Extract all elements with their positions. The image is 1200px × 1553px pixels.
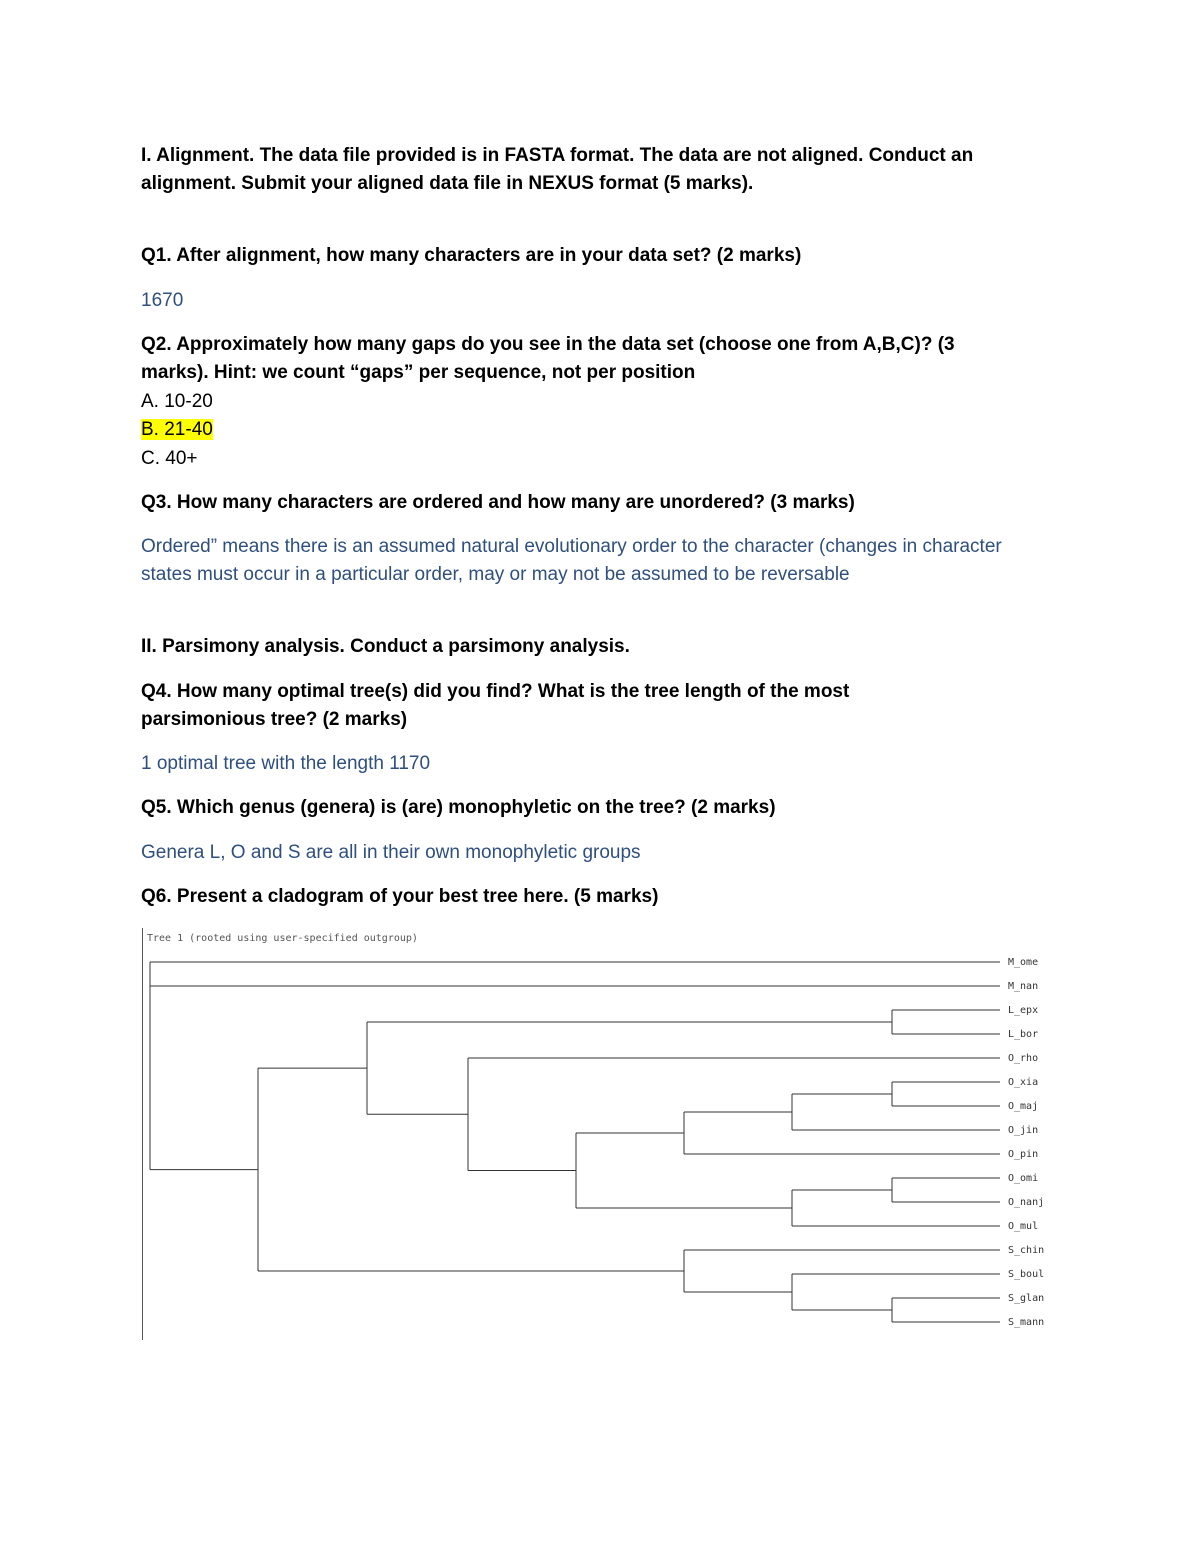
section1-line2: alignment. Submit your aligned data file in NEXUS format (5 marks).: [141, 173, 754, 194]
tree-title: Tree 1 (rooted using user-specified outgroup): [147, 933, 418, 944]
taxon-label-l-bor: L_bor: [1008, 1029, 1039, 1040]
cladogram-panel: [142, 928, 1062, 1340]
section2-title: II. Parsimony analysis. Conduct a parsimony analysis.: [141, 636, 630, 657]
taxon-label-o-jin: O_jin: [1008, 1125, 1039, 1136]
taxon-label-s-glan: S_glan: [1008, 1293, 1045, 1304]
q2-question-line2: marks). Hint: we count “gaps” per sequence, not per position: [141, 362, 696, 383]
taxon-label-s-mann: S_mann: [1008, 1317, 1045, 1328]
q5-question: Q5. Which genus (genera) is (are) monophyletic on the tree? (2 marks): [141, 797, 776, 818]
q3-answer-line2: states must occur in a particular order, may or may not be assumed to be reversable: [141, 564, 850, 585]
q4-question-line1: Q4. How many optimal tree(s) did you find? What is the tree length of the most: [141, 681, 850, 702]
taxon-label-o-maj: O_maj: [1008, 1101, 1039, 1112]
taxon-label-o-pin: O_pin: [1008, 1149, 1039, 1160]
q5-answer: Genera L, O and S are all in their own monophyletic groups: [141, 842, 641, 863]
q3-answer-line1: Ordered” means there is an assumed natural evolutionary order to the character (changes in character: [141, 536, 1002, 557]
q4-question-line2: parsimonious tree? (2 marks): [141, 709, 408, 730]
taxon-label-l-epx: L_epx: [1008, 1005, 1039, 1016]
taxon-label-o-mul: O_mul: [1008, 1221, 1039, 1232]
section1-line1: I. Alignment. The data file provided is in FASTA format. The data are not aligned. Conduct an: [141, 145, 974, 166]
taxon-label-o-xia: O_xia: [1008, 1077, 1039, 1088]
q2-option-b-row: [141, 416, 213, 444]
taxon-label-m-nan: M_nan: [1008, 981, 1039, 992]
taxon-labels: [1008, 957, 1044, 1328]
taxon-label-s-chin: S_chin: [1008, 1245, 1045, 1256]
q2-question-line1: Q2. Approximately how many gaps do you see in the data set (choose one from A,B,C)? (3: [141, 334, 955, 355]
q1-question: Q1. After alignment, how many characters are in your data set? (2 marks): [141, 245, 802, 266]
taxon-label-s-boul: S_boul: [1008, 1269, 1045, 1280]
q6-question: Q6. Present a cladogram of your best tree here. (5 marks): [141, 886, 659, 907]
taxon-label-o-nanj: O_nanj: [1008, 1197, 1045, 1208]
q1-answer: 1670: [141, 290, 184, 311]
taxon-label-o-rho: O_rho: [1008, 1053, 1039, 1064]
q2-option-c: C. 40+: [141, 448, 198, 469]
taxon-label-o-omi: O_omi: [1008, 1173, 1039, 1184]
cladogram-svg: [142, 928, 1062, 1340]
taxon-label-m-ome: M_ome: [1008, 957, 1039, 968]
q2-option-b-highlighted: B. 21-40: [141, 419, 213, 440]
q2-option-a: A. 10-20: [141, 391, 213, 412]
q4-answer: 1 optimal tree with the length 1170: [141, 753, 431, 774]
tree-branches: [150, 962, 1000, 1322]
q3-question: Q3. How many characters are ordered and how many are unordered? (3 marks): [141, 492, 855, 513]
